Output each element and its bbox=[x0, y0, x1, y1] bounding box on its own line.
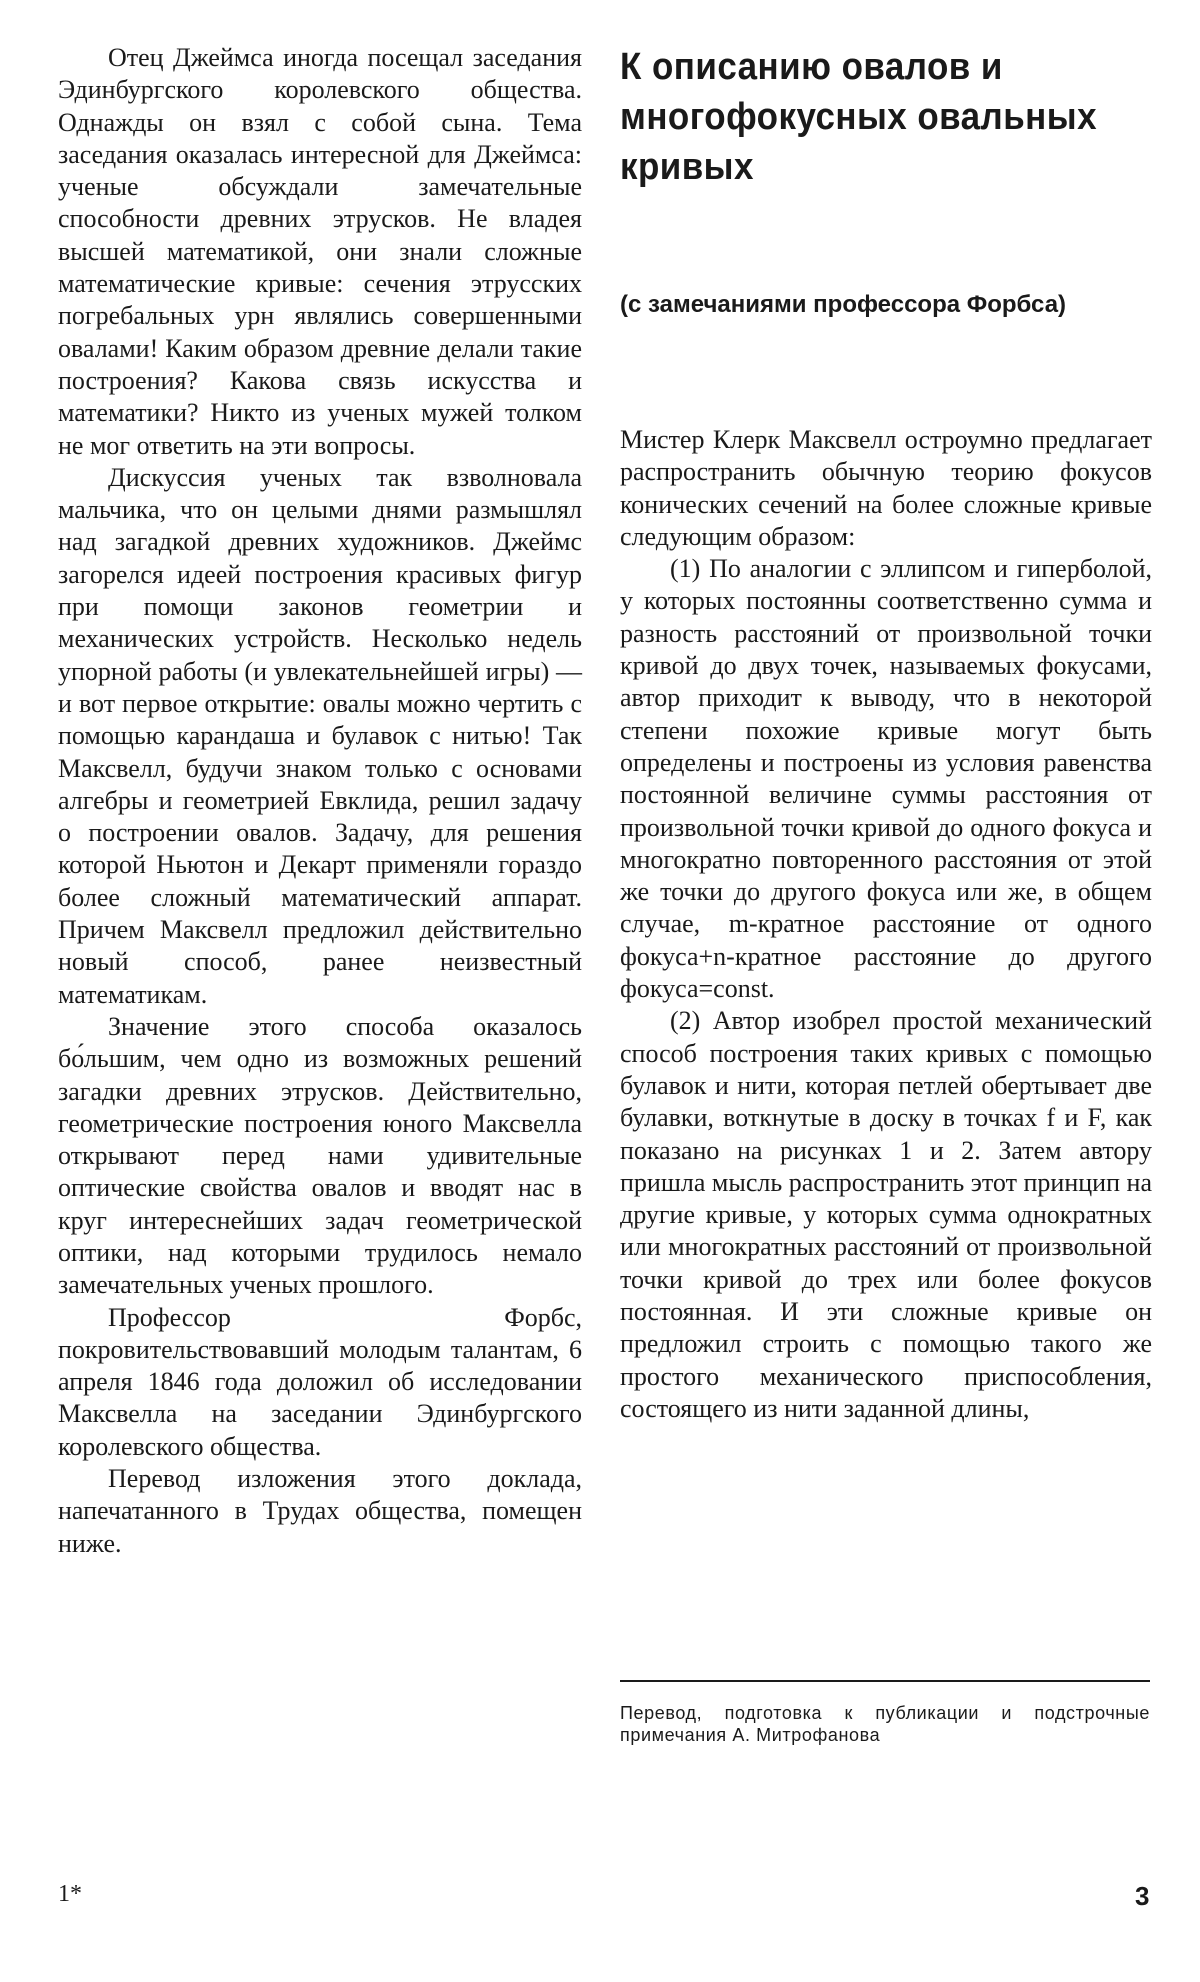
article-body bbox=[620, 424, 1152, 1425]
paragraph: Профессор Форбс, покровительствовавший молодым талантам, 6 апреля 1846 года доложил об исследовании Максвелла на заседании Эдинбургского королевского общества. bbox=[58, 1302, 582, 1461]
footnote: Перевод, подготовка к публикации и подстрочные примечания А. Митрофанова bbox=[620, 1703, 1150, 1745]
paragraph: (2) Автор изобрел простой механический способ построения таких кривых с помощью булавок и нити, которая петлей обертывает две булавки, воткнутые в доску в точках f и F, как показано на рисунках 1 и 2. Затем автору пришла мысль распространить этот принцип на другие кривые, у которых сумма однократных или многократных расстояний от произвольной точки кривой до трех или более фокусов постоянная. И эти сложные кривые он предложил строить с помощью такого же простого механического приспособления, состоящего из нити заданной длины, bbox=[620, 1006, 1152, 1423]
article-title: К описанию овалов и многофокусных овальных кривых bbox=[620, 46, 1097, 188]
paragraph: Перевод изложения этого доклада, напечатанного в Трудах общества, помещен ниже. bbox=[58, 1464, 582, 1558]
paragraph: Дискуссия ученых так взволновала мальчика, что он целыми днями размышлял над загадкой древних художников. Джеймс загорелся идеей построения красивых фигур при помощи законов геометрии и механических устройств. Несколько недель упорной работы (и увлекательнейшей игры) — и вот первое открытие: овалы можно чертить с помощью карандаша и булавок с нитью! Так Максвелл, будучи знаком только с основами алгебры и геометрией Евклида, решил задачу о построении овалов. Задачу, для решения которой Ньютон и Декарт применяли гораздо более сложный математический аппарат. Причем Максвелл предложил действительно новый способ, ранее неизвестный математикам. bbox=[58, 462, 582, 1009]
paragraph: (1) По аналогии с эллипсом и гиперболой, у которых постоянны соответственно сумма и разность расстояний от произвольной точки кривой до двух точек, называемых фокусами, автор приходит к выводу, что в некоторой степени похожие кривые могут быть определены и построены из условия равенства постоянной величине суммы расстояния от произвольной точки кривой до одного фокуса и многократно повторенного расстояния от этой же точки до другого фокуса или же, в общем случае, m-кратное расстояние от одного фокуса+n-кратное расстояние до другого фокуса=const. bbox=[620, 554, 1152, 1004]
paragraph: Отец Джеймса иногда посещал заседания Эдинбургского королевского общества. Однажды он взял с собой сына. Тема заседания оказалась интересной для Джеймса: ученые обсуждали замечательные способности древних этрусков. Не владея высшей математикой, они знали сложные математические кривые: сечения этрусских погребальных урн являлись совершенными овалами! Каким образом древние делали такие построения? Какова связь искусства и математики? Никто из ученых мужей толком не мог ответить на эти вопросы. bbox=[58, 43, 582, 460]
footnote-divider bbox=[620, 1680, 1150, 1682]
article-subtitle: (с замечаниями профессора Форбса) bbox=[620, 291, 1067, 318]
paragraph: Значение этого способа оказалось бо́льшим, чем одно из возможных решений загадки древних этрусков. Действительно, геометрические построения юного Максвелла открывают перед нами удивительные оптические свойства овалов и вводят нас в круг интереснейших задач геометрической оптики, над которыми трудилось немало замечательных ученых прошлого. bbox=[58, 1011, 582, 1300]
right-column bbox=[620, 42, 1152, 1425]
page-number: 3 bbox=[1135, 1881, 1150, 1911]
signature-mark: 1* bbox=[58, 1881, 82, 1907]
left-column bbox=[58, 42, 582, 1560]
paragraph: Мистер Клерк Максвелл остроумно предлагает распространить обычную теорию фокусов конических сечений на более сложные кривые следующим образом: bbox=[620, 425, 1152, 551]
